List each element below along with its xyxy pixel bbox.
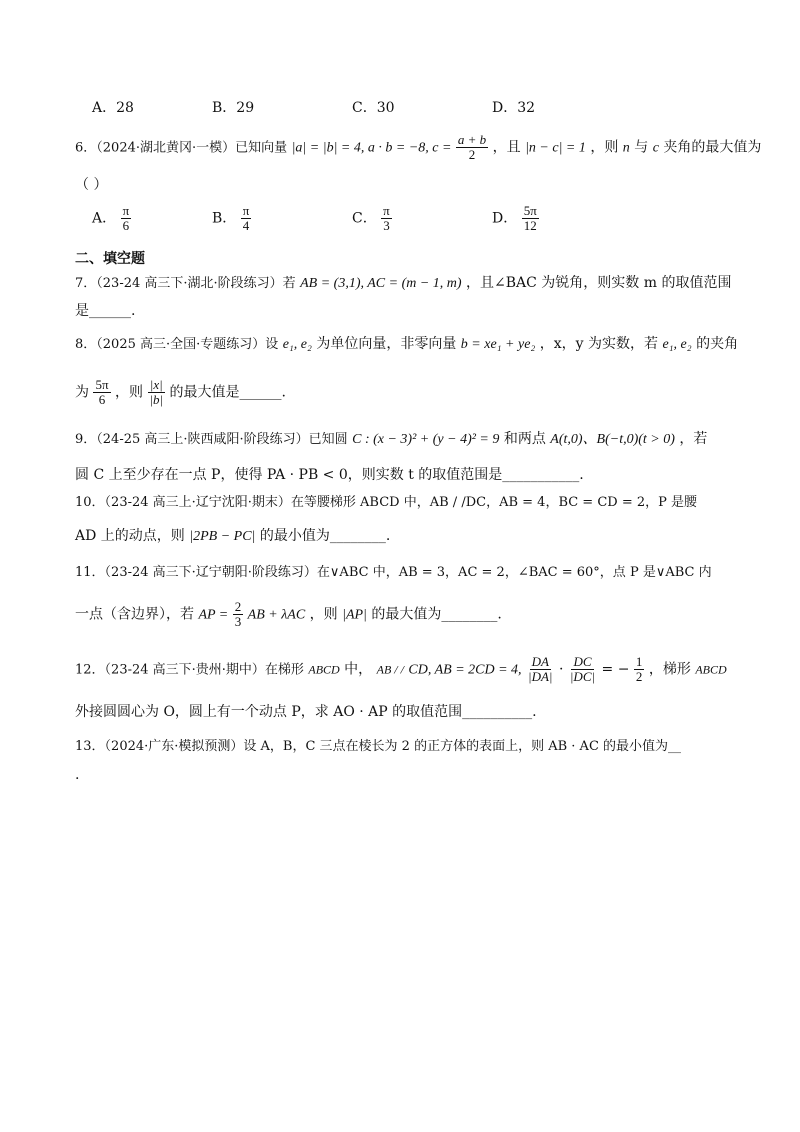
q6-frac-den: 2 (468, 147, 476, 162)
q6-option-b (212, 204, 251, 233)
q6-option-d-num: 5π (523, 203, 537, 218)
q9-line-1 (75, 430, 707, 449)
q9-circle-equation: C : (x − 3)² + (y − 4)² = 9 (352, 432, 500, 447)
q10-expression: |2PB − PC| (189, 529, 256, 544)
q5-option-d: D．32 (492, 100, 536, 116)
q12-fraction-dc (568, 655, 597, 684)
q11-text-3: 的最大值为________. (371, 606, 502, 623)
q6-option-b-value (241, 204, 252, 233)
q8-ratio-fraction (147, 378, 165, 407)
q8-text-3: 的夹角 (696, 336, 739, 352)
q5-option-c: C．30 (352, 100, 395, 116)
q12-f2-den: |DC| (569, 669, 596, 684)
q7-line-2: 是______. (75, 303, 136, 319)
q12-equals: = − (601, 661, 630, 678)
q6-option-a (92, 204, 131, 233)
q9-text-2: ，若 (679, 431, 708, 447)
q12-dot: · (558, 661, 564, 678)
q6-option-a-num: π (122, 203, 130, 218)
q11-line-1: 11．（23-24 高三下·辽宁朝阳·阶段练习）在∨ABC 中，AB = 3，AC = 2，∠BAC = 60°，点 P 是∨ABC 内 (75, 565, 712, 580)
q11-line-2 (75, 600, 502, 629)
q12-half-num: 1 (635, 654, 643, 669)
q6-var-n: n (622, 140, 630, 156)
q12-fraction-da (526, 655, 554, 684)
q12-source: 12．（23-24 高三下·贵州·期中）在梯形 (75, 662, 304, 678)
q12-abcd: ABCD (308, 662, 340, 677)
q6-option-c (352, 204, 392, 233)
q7-source: 7．（23-24 高三下·湖北·阶段练习）若 (75, 276, 296, 291)
q6-option-c-den: 3 (383, 218, 390, 233)
q7-condition: ，且∠BAC 为锐角，则实数 m 的取值范围 (466, 275, 732, 291)
q13-line-1: 13．（2024·广东·模拟预测）设 A，B，C 三点在棱长为 2 的正方体的表面上，则 AB · AC 的最小值为__ (75, 739, 682, 754)
q6-option-d-letter: D． (492, 210, 518, 227)
q6-paren: （ ） (75, 177, 108, 193)
q9-points: A(t,0)、B(−t,0)(t > 0) (550, 432, 675, 447)
q8-line-2 (75, 378, 286, 407)
q11-coef-den: 3 (234, 614, 242, 629)
q5-option-b: B．29 (212, 100, 255, 116)
q8-text-6: 的最大值是______. (169, 384, 286, 401)
q7-line-1 (75, 274, 731, 293)
q11-text-1: 一点（含边界），若 (75, 606, 194, 623)
q10-text-2: 的最小值为________. (259, 528, 391, 544)
q6-stem (75, 133, 761, 162)
q6-mid: ，且 (492, 139, 521, 156)
q6-option-a-den: 6 (122, 218, 130, 233)
q8-angle-fraction (93, 378, 110, 407)
q11-ap-rest: AB + λAC (247, 607, 306, 623)
q6-option-b-den: 4 (242, 218, 250, 233)
q12-abcd-2: ABCD (695, 662, 727, 677)
q12-f2-num: DC (573, 654, 592, 669)
q8-unit-vectors: e₁, e₂ (282, 337, 312, 352)
q8-source: 8．（2025 高三·全国·专题练习）设 (75, 337, 279, 352)
q8-text-2: ，x，y 为实数，若 (539, 336, 658, 352)
q6-option-c-letter: C． (352, 210, 377, 227)
q6-suffix-3: 夹角的最大值为 (663, 139, 762, 156)
q12-f1-num: DA (531, 654, 549, 669)
q8-ratio-num: |x| (149, 377, 163, 392)
q6-option-a-letter: A． (92, 210, 117, 227)
q10-text-1: AD 上的动点，则 (75, 528, 185, 544)
q6-suffix-2: 与 (634, 139, 649, 156)
q7-vectors: AB = (3,1), AC = (m − 1, m) (300, 276, 462, 291)
q6-var-c: c (652, 140, 659, 156)
q6-option-b-letter: B． (212, 210, 237, 227)
q12-text-1: 中， (344, 661, 373, 678)
q12-line-1 (75, 655, 727, 684)
q11-coef-fraction (233, 600, 244, 629)
q9-text-1: 和两点 (503, 431, 546, 447)
q6-option-b-num: π (242, 203, 250, 218)
q11-text-2: ，则 (309, 606, 338, 623)
q6-option-a-value (121, 204, 132, 233)
q5-option-a: A．28 (92, 100, 134, 116)
q6-suffix-1: ，则 (590, 139, 619, 156)
q9-source: 9．（24-25 高三上·陕西咸阳·阶段练习）已知圆 (75, 432, 348, 447)
q6-option-c-value (381, 204, 392, 233)
q6-source: 6．（2024·湖北黄冈·一模）已知向量 (75, 140, 288, 156)
q6-option-d (492, 204, 539, 233)
q11-abs-ap: |AP| (342, 607, 367, 623)
q9-line-2: 圆 C 上至少存在一点 P，使得 PA · PB < 0，则实数 t 的取值范围是___________. (75, 467, 584, 483)
q8-b-expression: b = xe₁ + ye₂ (460, 337, 536, 352)
q13-line-2: . (75, 767, 80, 783)
q8-text-1: 为单位向量，非零向量 (316, 336, 457, 352)
q6-option-d-den: 12 (523, 218, 537, 233)
q8-angle-num: 5π (95, 377, 109, 392)
q12-line-2: 外接圆圆心为 O，圆上有一个动点 P，求 AO · AP 的取值范围__________. (75, 704, 537, 720)
q8-text-4: 为 (75, 384, 89, 401)
q8-ratio-den: |b| (149, 392, 164, 407)
q6-c-fraction (456, 133, 488, 162)
q12-condition: CD, AB = 2CD = 4, (408, 662, 522, 678)
q6-frac-num: a + b (457, 132, 487, 147)
q12-half-den: 2 (635, 669, 643, 684)
section-heading-fill-in: 二、填空题 (75, 251, 145, 267)
q6-condition: |a| = |b| = 4, a · b = −8, c = (291, 140, 452, 156)
q8-line-1 (75, 335, 738, 354)
q12-text-2: ，梯形 (648, 661, 691, 678)
q6-option-d-value (522, 204, 539, 233)
q10-line-2 (75, 527, 390, 546)
q8-unit-vectors-2: e₁, e₂ (662, 337, 692, 352)
q6-option-c-num: π (383, 203, 390, 218)
q8-angle-den: 6 (98, 392, 106, 407)
q12-ab-parallel: AB / / (376, 662, 404, 677)
q12-f1-den: |DA| (528, 669, 553, 684)
q8-text-5: ，则 (114, 384, 143, 401)
q10-line-1: 10．（23-24 高三上·辽宁沈阳·期末）在等腰梯形 ABCD 中，AB / /DC，AB = 4，BC = CD = 2，P 是腰 (75, 495, 698, 510)
q11-coef-num: 2 (234, 599, 242, 614)
q12-half (634, 655, 645, 684)
q6-cond2: |n − c| = 1 (525, 140, 586, 156)
q11-ap: AP = (198, 607, 229, 623)
